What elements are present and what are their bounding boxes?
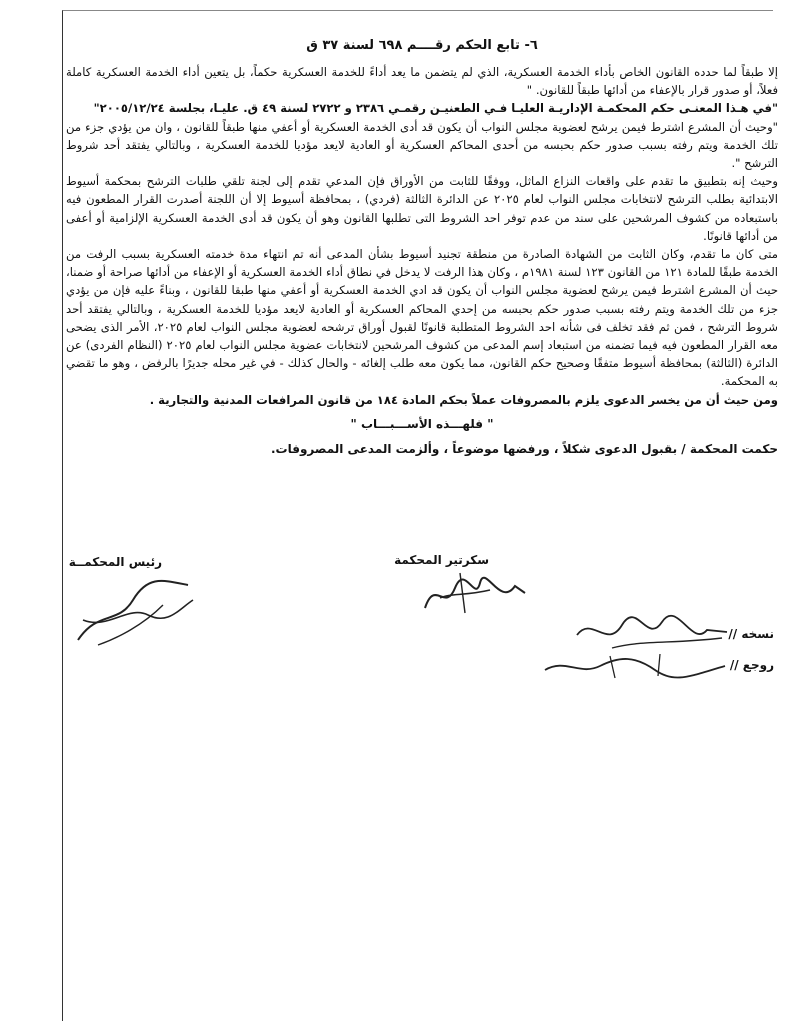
judgment-document <box>66 38 778 459</box>
secretary-signature <box>420 568 530 618</box>
copy-label: نسخه // <box>728 627 774 641</box>
president-signature <box>68 570 203 650</box>
reasons-heading: " فلهـــذه الأســـبـــاب " <box>350 416 494 431</box>
paragraph-citation: "في هـذا المعنـى حكم المحكمـة الإداريـة العليـا فـي الطعنيـن رقمـي ٢٣٨٦ و ٢٧٢٢ لسنة ٤٩ ق. عليـا، بجلسة ٢٠٠٥/١٢/٢٤" <box>93 101 778 116</box>
paragraph-quote: "وحيث أن المشرع اشترط فيمن يرشح لعضوية مجلس النواب أن يكون قد أدى الخدمة العسكرية أو أعفي منها طبقاً للقانون ، وان من يؤدي جزء من تلك الخدمة ويتم رفته بسبب صدور حكم بحبسه من أحدى المحاكم العسكرية أو العادية لايعد مؤديا للخدمة العسكرية ، وبالتالي يفتقد أحد شروط الترشح ". <box>66 119 778 171</box>
review-label: روجع // <box>729 658 774 672</box>
secretary-label: سكرتير المحكمة <box>394 553 489 567</box>
paragraph-facts: متى كان ما تقدم، وكان الثابت من الشهادة الصادرة من منطقة تجنيد أسيوط بشأن المدعى أنه تم انتهاء مدة خدمته العسكرية بسبب الرفت من الخدمة طبقًا للمادة ١٢١ من القانون ١٢٣ لسنة ١٩٨١م ، وكان هذا الرفت لا يدخل في نطاق أداء الخدمة العسكرية أو الإعفاء من أدائها صراحة أو ضمنا، حيث أن المشرع اشترط فيمن يرشح لعضوية مجلس النواب أن يكون قد ادي الخدمة العسكرية أو أعفي منها طبقا للقانون ، وبناءً عليه فإن من يؤدي جزء من تلك الخدمة ويتم رفته بسبب صدور حكم بحبسه من إحدي المحاكم العسكرية أو العادية لايعد مؤديا للخدمة العسكرية ، وبالتالي يفتقد أحد شروط الترشح ، فمن ثم فقد تخلف فى شأنه احد الشروط المتطلبة قانونًا لقبول أوراق ترشحه لعضوية مجلس النواب لعام ٢٠٢٥، الأمر الذى يضحى معه القرار المطعون فيه فيما تضمنه من استبعاد إسم المدعى من كشوف المرشحين لانتخابات عضوية مجلس النواب لعام ٢٠٢٥ (النظام الفردى) عن الدائرة (الثالثة) بمحافظة أسيوط متفقًا وصحيح حكم القانون، مما يكون معه طلب إلغائه - والحال كذلك - في غير محله جديرًا بالرفض ، وهو ما تقضي به المحكمة. <box>66 247 778 389</box>
page-header: ٦- تابع الحكم رقــــم ٦٩٨ لسنة ٣٧ ق <box>306 38 538 53</box>
paragraph-1: إلا طبقاً لما حدده القانون الخاص بأداء الخدمة العسكرية، الذي لم يتضمن ما يعد أداءً للخدمة العسكرية حكماً، بل يتعين أداء الخدمة العسكرية كاملة فعلاً، أو صدور قرار بالإعفاء من أدائها طبقاً للقانون. " <box>66 65 778 98</box>
president-label: رئيس المحكمــة <box>68 555 162 569</box>
verdict-text: حكمت المحكمة / بقبول الدعوى شكلاً ، ورفضها موضوعاً ، وألزمت المدعى المصروفات. <box>270 441 778 456</box>
paragraph-costs: ومن حيث أن من يخسر الدعوى يلزم بالمصروفات عملاً بحكم المادة ١٨٤ من قانون المرافعات المدنية والتجارية . <box>149 392 778 407</box>
paragraph-application: وحيث إنه بتطبيق ما تقدم على واقعات النزاع الماثل، ووفقًا للثابت من الأوراق فإن المدعي تقدم إلى لجنة تلقي طلبات الترشح بمحكمة أسيوط الابتدائية بطلب الترشح لانتخابات مجلس النواب لعام ٢٠٢٥ عن الدائرة الثالثة (فردي) ، بمحافظة أسيوط إلا أن اللجنة أصدرت القرار المطعون فيه باستبعاده من كشوف المرشحين على سند من عدم توفر احد الشروط التى تطلبها القانون وهو أن يكون قد أدى الخدمة العسكرية الإلزامية أو أعفى من أدائها قانونًا. <box>66 174 778 243</box>
review-signature <box>540 648 730 683</box>
